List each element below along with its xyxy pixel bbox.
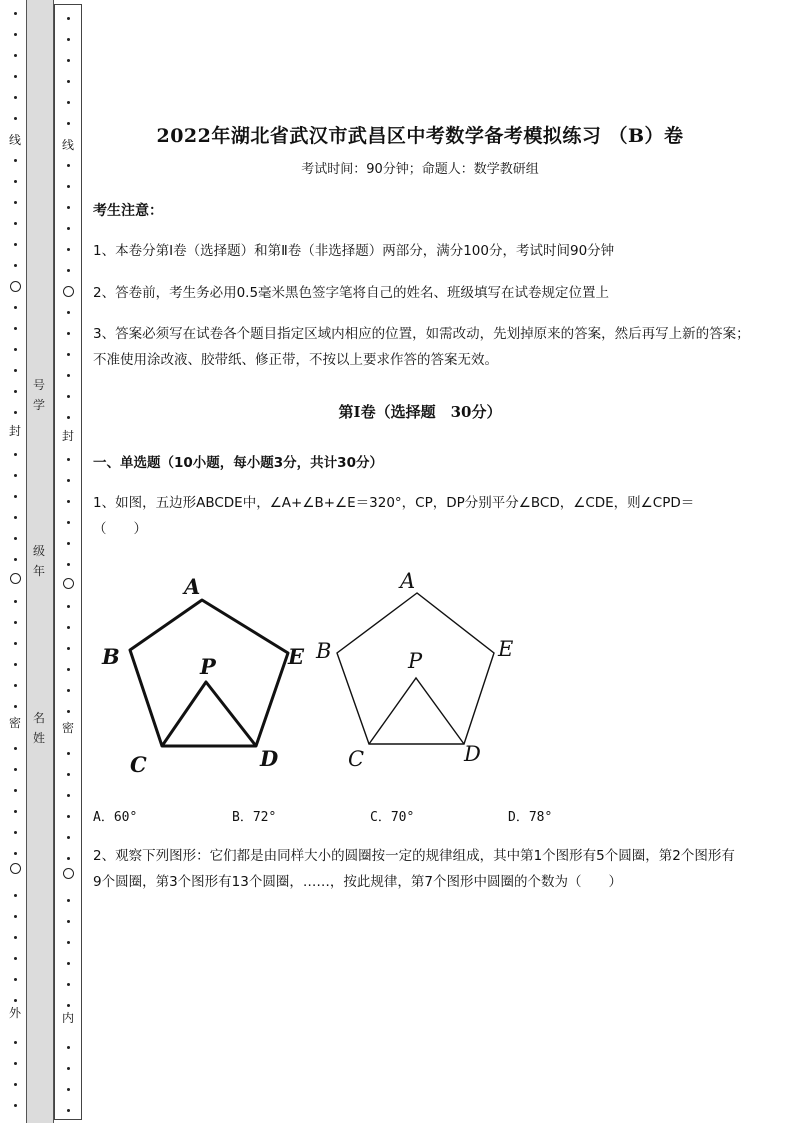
binding-dot: [14, 915, 17, 918]
binding-dot: [14, 684, 17, 687]
binding-dot: [67, 899, 70, 902]
binding-dot: [67, 1109, 70, 1112]
binding-dot: [14, 369, 17, 372]
binding-dot: [14, 810, 17, 813]
binding-dot: [14, 516, 17, 519]
binding-dot: [67, 710, 70, 713]
binding-dot: [67, 59, 70, 62]
binding-dot: [14, 999, 17, 1002]
binding-circle-mark: [10, 863, 21, 874]
binding-dot: [14, 243, 17, 246]
binding-dot: [67, 941, 70, 944]
fig1-label-a: A: [184, 574, 201, 599]
binding-dot: [67, 563, 70, 566]
exam-title: 2022年湖北省武汉市武昌区中考数学备考模拟练习 （B）卷: [156, 125, 684, 147]
binding-dot: [14, 306, 17, 309]
binding-dot: [67, 416, 70, 419]
binding-circle-mark: [10, 573, 21, 584]
binding-dot: [14, 600, 17, 603]
fig1-label-d: D: [260, 746, 279, 771]
binding-dot: [67, 773, 70, 776]
binding-dot: [14, 474, 17, 477]
fig1-label-e: E: [288, 644, 305, 669]
binding-dot: [14, 1083, 17, 1086]
binding-dot: [14, 789, 17, 792]
student-id-label: 号学: [33, 378, 46, 412]
part-heading: 一、单选题（10小题，每小题3分，共计30分）: [93, 455, 383, 471]
binding-dot: [14, 537, 17, 540]
binding-dot: [14, 264, 17, 267]
binding-dot: [14, 390, 17, 393]
binding-dot: [67, 353, 70, 356]
fig2-label-b: B: [316, 639, 332, 663]
binding-circle-mark: [63, 578, 74, 589]
notice-item: 2、答卷前，考生务必用0.5毫米黑色签字笔将自己的姓名、班级填写在试卷规定位置上: [93, 285, 610, 301]
fig2-label-p: P: [408, 649, 423, 673]
binding-circle-mark: [63, 868, 74, 879]
binding-dot: [14, 642, 17, 645]
binding-mark: 封: [62, 429, 75, 443]
binding-dot: [67, 332, 70, 335]
binding-dot: [14, 768, 17, 771]
binding-dot: [14, 1104, 17, 1107]
binding-dot: [14, 411, 17, 414]
section-title: 第I卷（选择题 30分）: [338, 403, 502, 421]
option-a[interactable]: A．60°: [93, 810, 138, 825]
binding-dot: [67, 311, 70, 314]
binding-mark: 密: [62, 721, 75, 735]
binding-mark: 封: [9, 424, 22, 438]
binding-dot: [67, 815, 70, 818]
binding-dot: [14, 327, 17, 330]
fig1-label-c: C: [130, 752, 147, 777]
binding-dot: [14, 495, 17, 498]
binding-dot: [14, 663, 17, 666]
binding-dot: [67, 962, 70, 965]
binding-dot: [14, 831, 17, 834]
binding-dot: [67, 1004, 70, 1007]
binding-dot: [67, 122, 70, 125]
binding-dot: [14, 453, 17, 456]
binding-dot: [14, 75, 17, 78]
binding-dot: [67, 500, 70, 503]
binding-dot: [14, 936, 17, 939]
fig2-label-a: A: [400, 569, 416, 593]
binding-mark: 线: [62, 138, 75, 152]
binding-circle-mark: [63, 286, 74, 297]
binding-dot: [14, 222, 17, 225]
fig2-label-c: C: [348, 747, 365, 771]
binding-dot: [14, 159, 17, 162]
binding-dot: [67, 458, 70, 461]
binding-mark: 线: [9, 133, 22, 147]
notice-item: 3、答案必须写在试卷各个题目指定区域内相应的位置，如需改动，先划掉原来的答案，然后再写上新的答案；不准使用涂改液、胶带纸、修正带，不按以上要求作答的答案无效。: [93, 326, 750, 368]
option-c[interactable]: C．70°: [370, 810, 415, 825]
binding-dot: [67, 80, 70, 83]
notice-item: 1、本卷分第I卷（选择题）和第Ⅱ卷（非选择题）两部分，满分100分，考试时间90分钟: [93, 243, 615, 259]
binding-dot: [14, 852, 17, 855]
binding-dot: [67, 164, 70, 167]
binding-dot: [67, 206, 70, 209]
binding-dot: [67, 374, 70, 377]
binding-dot: [14, 96, 17, 99]
binding-dot: [67, 1088, 70, 1091]
binding-dot: [67, 479, 70, 482]
binding-dot: [14, 12, 17, 15]
binding-margin: [0, 0, 84, 1123]
binding-dot: [14, 1041, 17, 1044]
name-label: 名姓: [33, 711, 46, 745]
binding-dot: [14, 180, 17, 183]
binding-dot: [67, 248, 70, 251]
outer-dotted-line: [5, 0, 25, 1123]
binding-dot: [67, 395, 70, 398]
binding-mark: 内: [62, 1011, 75, 1025]
binding-dot: [67, 17, 70, 20]
binding-dot: [14, 957, 17, 960]
option-d[interactable]: D．78°: [508, 810, 553, 825]
binding-dot: [14, 621, 17, 624]
binding-dot: [67, 836, 70, 839]
inner-dotted-box: [54, 4, 82, 1120]
exam-subtitle: 考试时间：90分钟；命题人：数学教研组: [301, 162, 539, 177]
binding-dot: [67, 542, 70, 545]
grade-label: 级年: [33, 544, 46, 578]
fig1-label-b: B: [102, 644, 120, 669]
binding-dot: [14, 705, 17, 708]
binding-dot: [14, 201, 17, 204]
fig2-label-d: D: [464, 742, 481, 766]
binding-dot: [67, 269, 70, 272]
binding-dot: [67, 185, 70, 188]
notice-heading: 考生注意：: [93, 203, 163, 219]
binding-dot: [67, 101, 70, 104]
binding-dot: [14, 747, 17, 750]
binding-dot: [67, 857, 70, 860]
binding-dot: [67, 983, 70, 986]
binding-dot: [14, 54, 17, 57]
binding-dot: [67, 1046, 70, 1049]
binding-dot: [67, 752, 70, 755]
binding-circle-mark: [10, 281, 21, 292]
binding-mark: 密: [9, 716, 22, 730]
binding-dot: [67, 626, 70, 629]
question-2-text: 2、观察下列图形：它们都是由同样大小的圆圈按一定的规律组成，其中第1个图形有5个圆圈，第2个图形有9个圆圈，第3个图形有13个圆圈，……，按此规律，第7个图形中圆圈的个数为（ ）: [93, 848, 735, 890]
binding-dot: [67, 605, 70, 608]
binding-dot: [67, 38, 70, 41]
question-1-figures: [90, 560, 540, 790]
binding-dot: [67, 521, 70, 524]
binding-dot: [67, 689, 70, 692]
fig1-label-p: P: [200, 654, 216, 679]
binding-dot: [67, 1067, 70, 1070]
question-1-text: 1、如图，五边形ABCDE中，∠A+∠B+∠E＝320°，CP，DP分别平分∠BCD，∠CDE，则∠CPD＝（ ）: [93, 495, 695, 537]
binding-dot: [14, 978, 17, 981]
binding-dot: [14, 558, 17, 561]
binding-dot: [14, 1062, 17, 1065]
binding-dot: [67, 794, 70, 797]
binding-dot: [14, 348, 17, 351]
binding-dot: [67, 920, 70, 923]
binding-dot: [67, 647, 70, 650]
binding-mark: 外: [9, 1006, 22, 1020]
binding-dot: [14, 894, 17, 897]
binding-dot: [67, 227, 70, 230]
option-b[interactable]: B．72°: [232, 810, 277, 825]
binding-dot: [14, 117, 17, 120]
binding-dot: [67, 668, 70, 671]
binding-dot: [14, 33, 17, 36]
fig2-label-e: E: [498, 637, 514, 661]
